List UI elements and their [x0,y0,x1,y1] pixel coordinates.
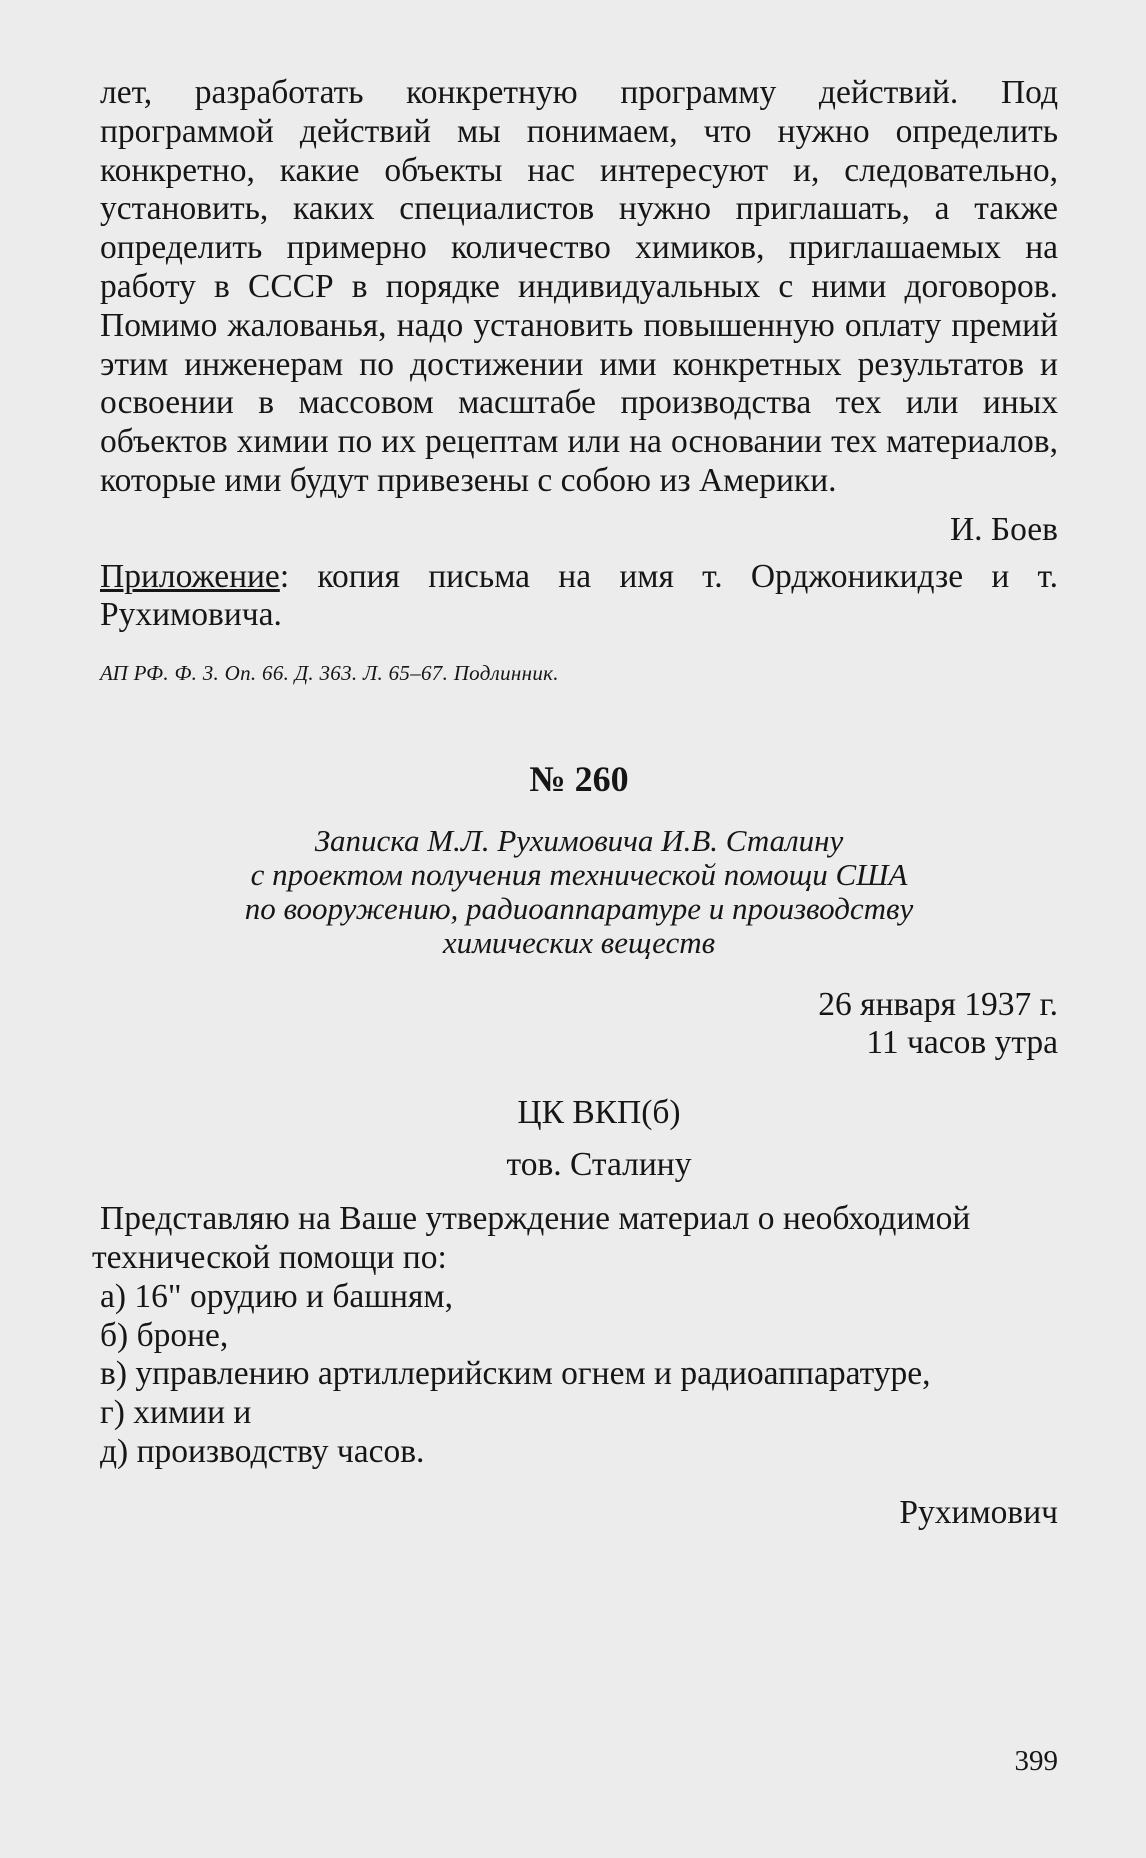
archive-source-note: АП РФ. Ф. 3. Оп. 66. Д. 363. Л. 65–67. Подлинник. [100,661,559,686]
list-item: д) производству часов. [100,1432,425,1470]
list-item: г) химии и [100,1394,252,1432]
document-title-line: по вооружению, радиоаппаратуре и производству [244,891,914,927]
addressee-person: тов. Сталину [506,1146,692,1184]
page-number: 399 [1014,1745,1058,1777]
continued-paragraph: лет, разработать конкретную программу действий. Под программой действий мы понимаем, что нужно определить конкретно, какие объекты нас интересуют и, следовательно, установить, каких специалистов нужно приглашать, а также определить примерно количество химиков, приглашаемых на работу в СССР в порядке индивидуальных с ними договоров. Помимо жалованья, надо установить повышенную оплату премий этим инженерам по достижении ими конкретных результатов и освоении в массовом масштабе производства тех или иных объектов химии по их рецептам или на основании тех материалов, которые ими будут привезены с собою из Америки. [100,74,1058,499]
list-item: в) управлению артиллерийским огнем и радиоаппаратуре, [100,1355,931,1393]
appendix-text: : копия письма на имя т. Орджоникидзе и т. Рухимовича. [100,557,1058,634]
page-content [92,74,1058,1565]
document-number: № 260 [529,759,629,800]
list-item: б) броне, [100,1316,229,1354]
document-date: 26 января 1937 г. [818,986,1058,1024]
assistance-list [100,1278,1058,1472]
intro-line: технической помощи по: [92,1238,447,1276]
document-time: 11 часов утра [866,1024,1058,1062]
appendix-note [100,558,1058,636]
signature-rukhimovich: Рухимович [899,1493,1058,1531]
appendix-label: Приложение [100,557,280,595]
addressee-organization: ЦК ВКП(б) [517,1094,681,1132]
list-item: а) 16" орудию и башням, [100,1277,453,1315]
document-intro [92,1200,1058,1278]
intro-line: Представляю на Ваше утверждение материал о необходимой [100,1200,971,1238]
document-title [100,824,1058,960]
signature-boev: И. Боев [949,510,1058,548]
document-title-line: с проектом получения технической помощи США [250,857,908,893]
document-title-line: химических веществ [442,925,716,961]
document-title-line: Записка М.Л. Рухимовича И.В. Сталину [314,823,844,859]
